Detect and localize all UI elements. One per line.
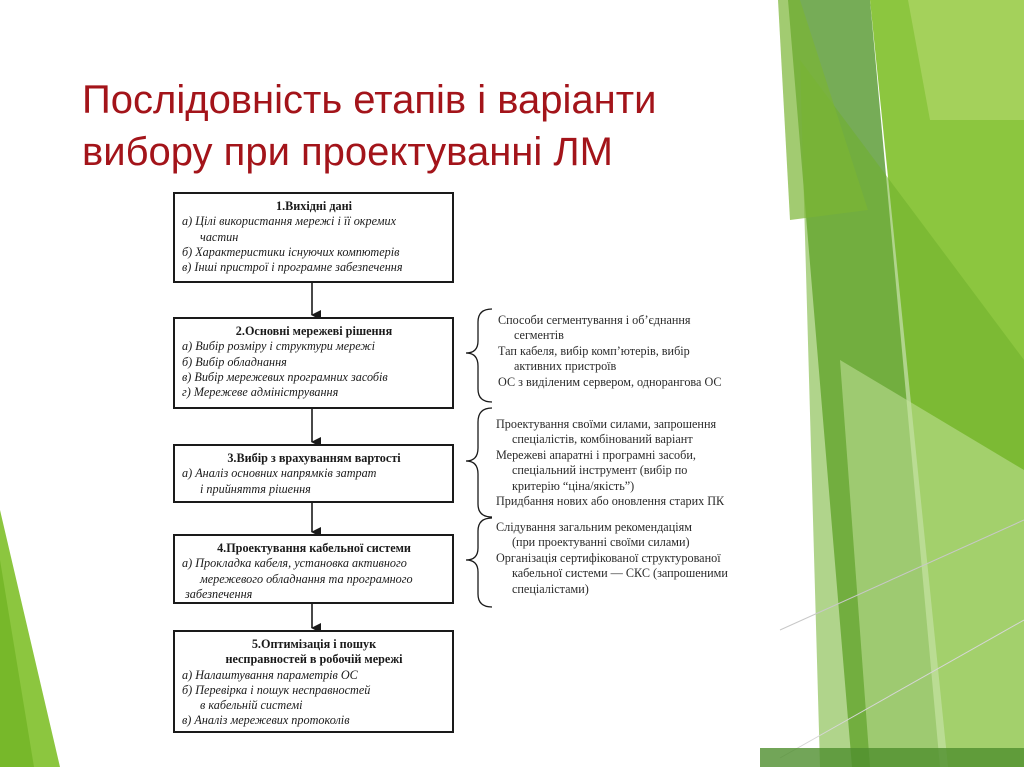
stage-1-item: а) Цілі використання мережі і її окремих	[182, 214, 396, 229]
stage-5-heading: несправностей в робочій мережі	[225, 652, 403, 667]
note-stage-3-options	[496, 417, 724, 509]
stage-4-heading: 4.Проектування кабельної системи	[217, 541, 411, 555]
note-line: Слідування загальним рекомендаціям	[496, 520, 692, 534]
stage-5-item: в) Аналіз мережевих протоколів	[182, 713, 350, 728]
stage-2-item: б) Вибір обладнання	[182, 354, 287, 369]
note-line: сегментів	[514, 328, 564, 343]
note-line: Мережеві апаратні і програмні засоби,	[496, 447, 696, 462]
stage-4-item: мережевого обладнання та програмного	[200, 571, 413, 586]
stage-5-heading: 5.Оптимізація і пошук	[251, 637, 377, 651]
stage-5-item: в кабельній системі	[200, 698, 303, 713]
stage-2-box	[173, 317, 454, 409]
note-line: Способи сегментування і об’єднання	[498, 313, 691, 327]
stage-1-box	[173, 192, 454, 283]
stage-2-heading: 2.Основні мережеві рішення	[235, 324, 393, 338]
stage-1-item: в) Інші пристрої і програмне забезпечення	[182, 260, 403, 275]
note-line: спеціальний інструмент (вибір по	[512, 463, 688, 478]
stage-2-item: г) Мережеве адміністрування	[182, 385, 339, 400]
stage-2-item: а) Вибір розміру і структури мережі	[182, 339, 376, 354]
note-line: кабельної системи — СКС (запрошеними	[512, 566, 728, 581]
brace-note-1	[466, 309, 492, 402]
note-line: спеціалістів, комбінований варіант	[512, 432, 693, 447]
stage-2-item: в) Вибір мережевих програмних засобів	[182, 369, 388, 384]
note-stage-2-options	[498, 313, 722, 390]
note-line: Проектування своїми силами, запрошення	[496, 417, 717, 431]
note-line: спеціалістами)	[512, 581, 589, 596]
note-line: Придбання нових або оновлення старих ПК	[496, 494, 725, 509]
slide-title-line-1: Послідовність етапів і варіанти	[82, 78, 657, 122]
stage-3-item: а) Аналіз основних напрямків затрат	[182, 466, 377, 481]
stage-5-item: а) Налаштування параметрів ОС	[182, 667, 358, 682]
note-line: Тап кабеля, вибір комп’ютерів, вибір	[498, 343, 690, 358]
note-line: критерію “ціна/якість”)	[512, 478, 635, 493]
note-line: активних пристроїв	[514, 359, 617, 374]
brace-note-2	[466, 408, 492, 517]
stage-1-heading: 1.Вихідні дані	[275, 199, 353, 213]
stage-4-item: забезпечення	[185, 586, 253, 601]
stage-4-box	[173, 534, 454, 604]
stage-4-item: а) Прокладка кабеля, установка активного	[182, 556, 407, 571]
slide-title-line-2: вибору при проектуванні ЛМ	[82, 130, 613, 174]
note-line: ОС з виділеним сервером, однорангова ОС	[498, 374, 722, 389]
note-stage-4-options	[496, 520, 728, 597]
stage-1-item: частин	[200, 229, 239, 244]
stage-5-item: б) Перевірка і пошук несправностей	[182, 682, 371, 697]
stage-1-item: б) Характеристики існуючих компютерів	[182, 244, 400, 259]
stage-3-item: і прийняття рішення	[200, 481, 311, 496]
brace-note-3	[466, 518, 492, 607]
note-line: Організація сертифікованої структурованої	[496, 550, 721, 565]
stage-5-box	[173, 630, 454, 733]
stage-3-box	[173, 444, 454, 503]
note-line: (при проектуванні своїми силами)	[512, 535, 690, 550]
stage-3-heading: 3.Вибір з врахуванням вартості	[227, 451, 401, 465]
